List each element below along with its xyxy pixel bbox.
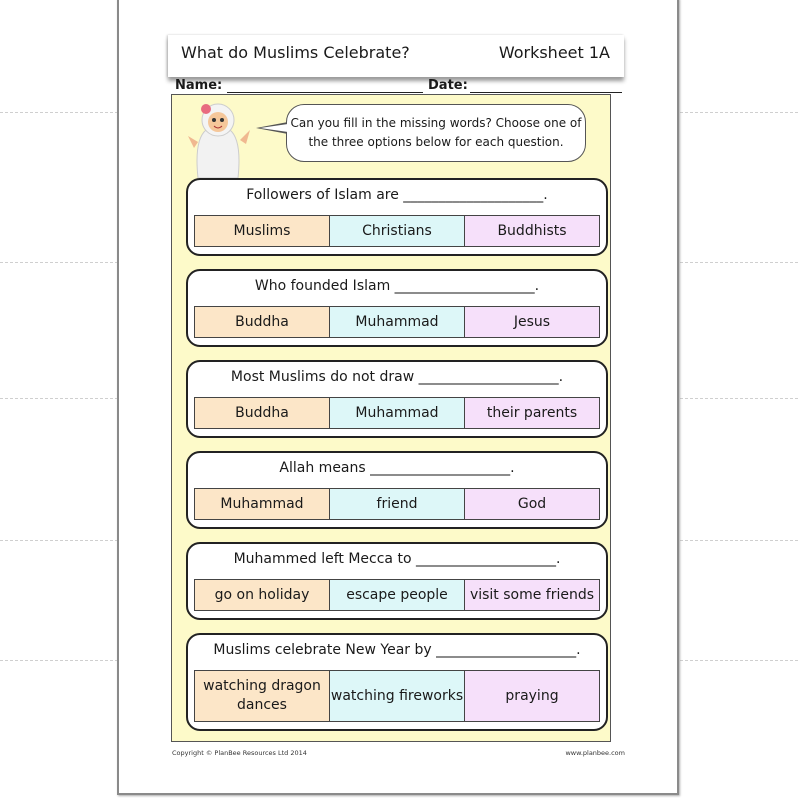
question-card <box>186 360 608 438</box>
question-text: Who founded Islam ____________________. <box>254 278 540 294</box>
question-card <box>186 451 608 529</box>
question-text: Followers of Islam are ____________________. <box>246 187 548 203</box>
answer-option[interactable]: their parents <box>464 398 599 428</box>
speech-bubble-tail-fill <box>260 124 288 132</box>
answer-option[interactable]: praying <box>464 671 599 721</box>
girl-character-icon <box>184 100 256 178</box>
instructions-bubble <box>286 104 586 162</box>
answer-option[interactable]: Muslims <box>195 216 329 246</box>
answer-option[interactable]: Buddha <box>195 398 329 428</box>
answer-options <box>194 488 600 520</box>
question-text: Allah means ____________________. <box>279 460 515 476</box>
answer-options <box>194 306 600 338</box>
date-label: Date: <box>428 78 468 93</box>
question-text: Muhammed left Mecca to ____________________. <box>233 551 561 567</box>
question-text: Most Muslims do not draw ____________________. <box>230 369 564 385</box>
answer-option[interactable]: Christians <box>329 216 464 246</box>
answer-option[interactable]: Muhammad <box>329 307 464 337</box>
answer-options <box>194 397 600 429</box>
website-text: www.planbee.com <box>565 749 625 757</box>
date-field[interactable] <box>470 92 622 93</box>
answer-option[interactable]: Buddhists <box>464 216 599 246</box>
answer-option[interactable]: watching fireworks <box>329 671 464 721</box>
instructions-line-2: the three options below for each question. <box>308 135 564 149</box>
title-bar <box>168 35 624 77</box>
answer-option[interactable]: watching dragon dances <box>195 671 329 721</box>
answer-option[interactable]: visit some friends <box>464 580 599 610</box>
answer-option[interactable]: Buddha <box>195 307 329 337</box>
worksheet-label: Worksheet 1A <box>498 43 610 62</box>
answer-option[interactable]: God <box>464 489 599 519</box>
answer-options <box>194 579 600 611</box>
instructions-line-1: Can you fill in the missing words? Choose one of <box>290 116 582 130</box>
answer-option[interactable]: go on holiday <box>195 580 329 610</box>
name-field[interactable] <box>227 92 423 93</box>
answer-option[interactable]: Muhammad <box>329 398 464 428</box>
answer-options <box>194 670 600 722</box>
question-card <box>186 633 608 731</box>
name-date-row <box>175 77 623 95</box>
copyright-text: Copyright © PlanBee Resources Ltd 2014 <box>172 749 307 757</box>
answer-option[interactable]: friend <box>329 489 464 519</box>
question-card <box>186 542 608 620</box>
worksheet-title: What do Muslims Celebrate? <box>181 43 410 62</box>
answer-option[interactable]: Jesus <box>464 307 599 337</box>
question-text: Muslims celebrate New Year by ____________________. <box>213 642 581 658</box>
name-label: Name: <box>175 78 223 93</box>
answer-options <box>194 215 600 247</box>
answer-option[interactable]: escape people <box>329 580 464 610</box>
answer-option[interactable]: Muhammad <box>195 489 329 519</box>
question-card <box>186 178 608 256</box>
question-card <box>186 269 608 347</box>
